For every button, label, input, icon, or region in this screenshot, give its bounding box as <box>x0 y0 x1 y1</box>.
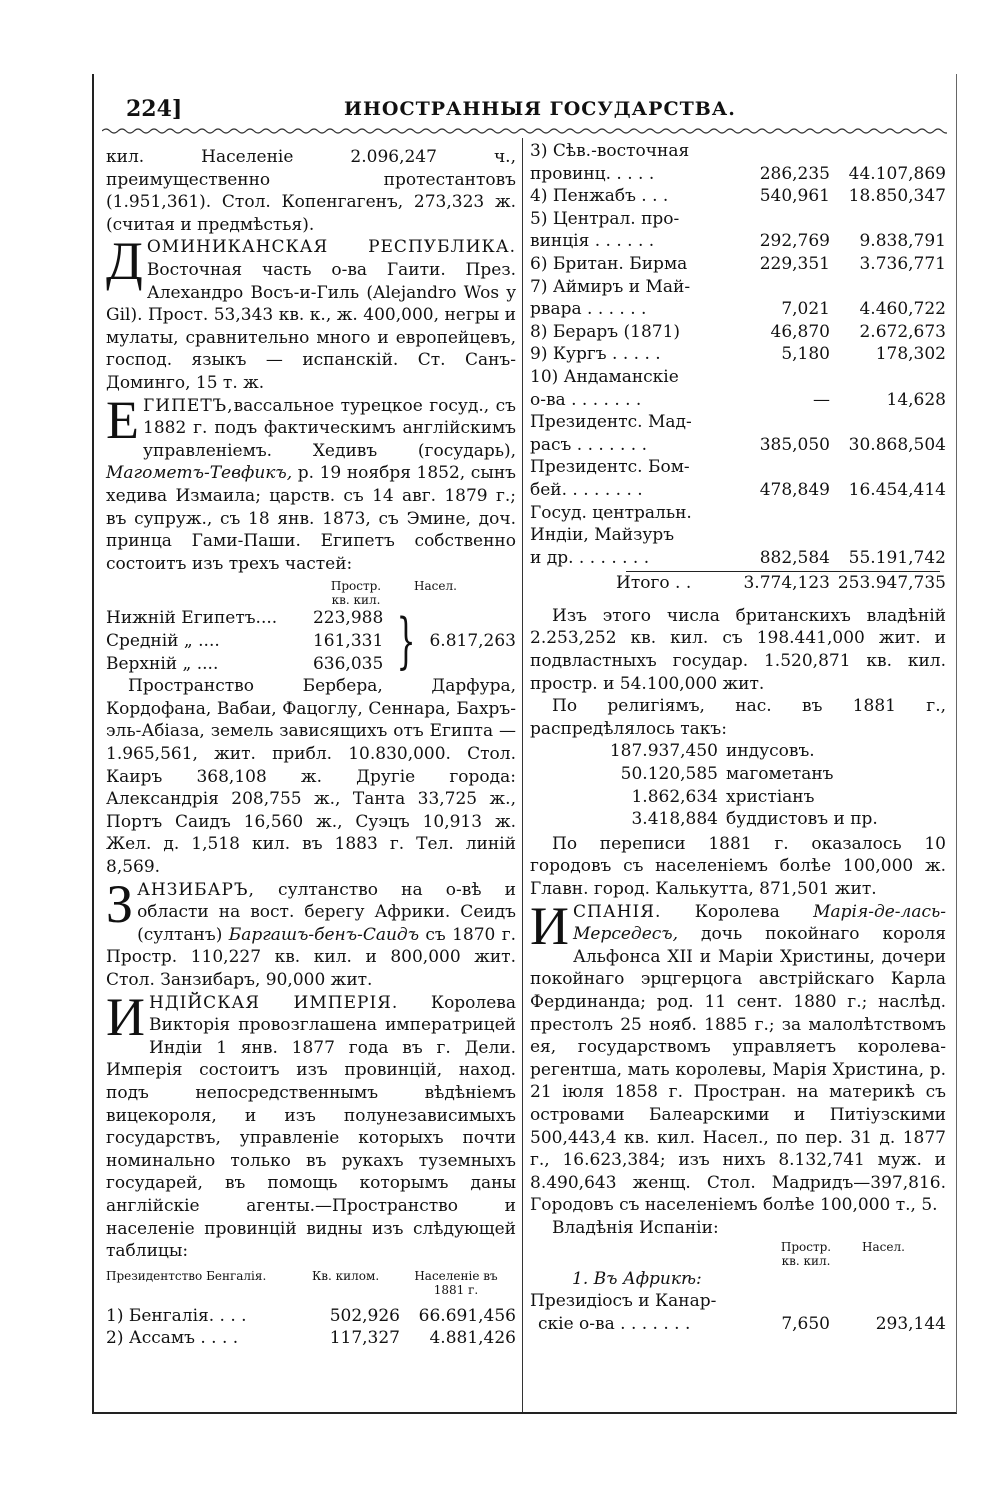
india-row-pop: 30.868,504 <box>848 434 946 455</box>
india-row-name: 4) Пенжабъ . . . <box>530 186 669 207</box>
india-row-pop: 178,302 <box>875 344 946 365</box>
india-row <box>530 502 946 525</box>
column-divider <box>522 138 523 1412</box>
religion-label: христіанъ <box>726 786 815 807</box>
india-row <box>530 479 946 502</box>
religion-row <box>530 786 946 809</box>
egypt-part-area: 636,035 <box>312 653 384 674</box>
spain-row <box>530 1290 946 1313</box>
egypt-ruler: Магометъ-Тевфикъ, <box>106 463 293 484</box>
egypt-brace: } <box>396 606 416 677</box>
spain-row-name-a: Президіосъ и Канар- <box>530 1291 717 1312</box>
egypt-col-area: Простр. кв. кил. <box>330 579 382 608</box>
india-heading: НДІЙСКАЯ ИМПЕРІЯ. <box>149 992 399 1013</box>
egypt-part-area: 223,988 <box>312 608 384 629</box>
india-row-area: 540,961 <box>759 186 830 207</box>
denmark-tail: кил. Населеніе 2.096,247 ч., преимущественно протестантовъ (1.951,361). Стол. Копенгагенъ, 273,323 ж. (считая и предмѣстья). <box>106 147 516 235</box>
egypt-text-b: р. 19 ноября 1852, сынъ хедива Измаила; царств. съ 14 авг. 1879 г.; въ супруж., съ 18 янв. 1873, съ Эмине, доч. принца Гами-Паши. Египетъ собственно состоитъ изъ трехъ частей: <box>106 463 516 574</box>
india-row <box>530 434 946 457</box>
egypt-part-name: Нижній Египетъ.... <box>106 608 278 629</box>
india-row-pop: 16.454,414 <box>848 479 946 500</box>
india-row <box>106 1305 516 1328</box>
dominican-entry <box>106 231 516 394</box>
dominican-heading: ОМИНИКАНСКАЯ РЕСПУБЛИКА. <box>146 237 516 258</box>
india-row-name: 3) Сѣв.-восточная <box>530 141 690 161</box>
india-row-area: — <box>813 389 830 410</box>
total-area: 3.774,123 <box>743 573 830 594</box>
india-col-pop: Населеніе въ 1881 г. <box>414 1268 498 1297</box>
india-row-name: 10) Андаманскіе <box>530 366 679 387</box>
zanzibar-initial: З <box>106 873 134 934</box>
religion-value: 1.862,634 <box>631 786 718 807</box>
egypt-heading: ГИПЕТЪ, <box>143 395 234 416</box>
spain-row-pop: 293,144 <box>875 1313 946 1334</box>
zanzibar-text-a: султанство на о-вѣ и области на вост. берегу Африки. Сеидъ (султанъ) <box>137 879 516 945</box>
spain-row-name-b: скіе о-ва . . . . . . . <box>538 1313 691 1334</box>
religion-intro: По религіямъ, нас. въ 1881 г., распредѣлялось такъ: <box>530 696 946 739</box>
india-row-area: 478,849 <box>759 479 830 500</box>
spain-table-head <box>530 1240 946 1268</box>
india-row-pop: 55.191,742 <box>848 547 946 568</box>
india-row <box>530 389 946 412</box>
total-pop: 253.947,735 <box>837 573 946 594</box>
india-row <box>530 208 946 231</box>
spain-entry <box>530 895 946 1217</box>
page-frame <box>92 74 957 1414</box>
right-column <box>530 140 946 1335</box>
egypt-part-name: Верхній „ .... <box>106 653 219 674</box>
dominican-text: Восточная часть о-ва Гаити. През. Алехандро Восъ-и-Гиль (Alejandro Wos y Gil). Прост. 53,343 кв. к., ж. 400,000, негры и мулаты, сравнительно много и европейцевъ, господ. языкъ — испанскій. Ст. Санъ-Доминго, 15 т. ж. <box>106 259 516 393</box>
india-row-name: Индіи, Майзуръ <box>530 525 675 546</box>
india-row-pop: 66.691,456 <box>418 1305 516 1326</box>
india-row <box>530 276 946 299</box>
india-row-pop: 4.460,722 <box>859 299 946 320</box>
religion-label: магометанъ <box>726 764 834 785</box>
india-row-name: винція . . . . . . <box>530 231 655 252</box>
egypt-table <box>106 579 516 675</box>
india-table-head <box>106 1269 516 1297</box>
india-text: Королева Викторія провозглашена императрицей Индіи 1 янв. 1877 года въ г. Дели. Имперія состоитъ изъ провинцій, наход. подъ непосредственнымъ вѣдѣніемъ вицекороля, и изъ полунезависимыхъ государствъ, управленіе которыхъ почти номинально только въ рукахъ туземныхъ государей, въ помощь которымъ даны англійскіе агенты.—Пространство и населеніе провинцій видны изъ слѣдующей таблицы: <box>106 992 516 1262</box>
spain-col-area: Простр. кв. кил. <box>780 1239 832 1268</box>
zanzibar-entry <box>106 873 517 992</box>
india-row-name: рвара . . . . . . <box>530 299 647 320</box>
india-row <box>530 230 946 253</box>
india-row-area: 502,926 <box>329 1305 400 1326</box>
india-entry <box>106 986 516 1263</box>
page-header <box>94 96 956 130</box>
india-row-area: 46,870 <box>770 321 830 342</box>
egypt-entry <box>106 389 516 576</box>
religion-label: буддистовъ и пр. <box>726 809 878 830</box>
india-row <box>530 456 946 479</box>
india-row-area: 286,235 <box>759 163 830 184</box>
india-row <box>530 140 946 163</box>
africa-heading <box>530 1268 946 1291</box>
egypt-part-name: Средній „ .... <box>106 630 220 651</box>
total-label: Итого . . <box>616 573 692 594</box>
india-table-continued <box>530 140 946 569</box>
spain-text-a: Королева <box>661 901 814 922</box>
religion-label: индусовъ. <box>726 741 815 762</box>
india-row-name: 6) Британ. Бирма <box>530 253 688 274</box>
india-row-pop: 2.672,673 <box>859 321 946 342</box>
egypt-part-area: 161,331 <box>312 630 384 651</box>
india-row-name: расъ . . . . . . . <box>530 434 648 455</box>
india-row-pop: 14,628 <box>886 389 946 410</box>
running-title: ИНОСТРАННЫЯ ГОСУДАРСТВА. <box>344 98 736 120</box>
spain-text-b: дочь покойнаго короля Альфонса XII и Маріи Христины, дочери покойнаго эрцгерцога австрійскаго Карла Фердинанда; род. 11 сент. 1880 г.; наслѣд. престолъ 25 нояб. 1885 г.; за малолѣтствомъ ея, государствомъ управляетъ королева-регентша, мать королевы, Марія Христина, р. 21 іюля 1858 г. Простран. на материкѣ съ островами Балеарскими и Питіузскими 500,443,4 кв. кил. Насел., по пер. 31 д. 1877 г., 16.623,384; изъ нихъ 8.132,741 муж. и 8.490,643 женщ. Стол. Мадридъ—397,816. Городовъ съ населеніемъ болѣе 100,000 т., 5. <box>530 924 946 1216</box>
india-row-name: 2) Ассамъ . . . . <box>106 1328 239 1349</box>
spain-row-area: 7,650 <box>781 1313 830 1334</box>
spain-col-pop: Насел. <box>862 1239 905 1254</box>
india-row-pop: 9.838,791 <box>859 231 946 252</box>
egypt-text-a: вассальное турецкое госуд., съ 1882 г. подъ фактическимъ англійскимъ управленіемъ. Хедивъ (государь), <box>143 395 516 461</box>
india-row-pop: 4.881,426 <box>429 1328 516 1349</box>
zanzibar-text-b: съ 1870 г. Простр. 110,227 кв. кил. и 800,000 жит. Стол. Занзибаръ, 90,000 жит. <box>106 924 517 990</box>
india-row-area: 117,327 <box>329 1328 400 1349</box>
religion-row <box>530 740 946 763</box>
zanzibar-heading: АНЗИБАРЪ, <box>137 879 255 900</box>
india-row-area: 882,584 <box>759 547 830 568</box>
spain-initial: И <box>530 895 569 956</box>
india-row-name: Президентс. Бом- <box>530 457 690 478</box>
egypt-after: Пространство Бербера, Дарфура, Кордофана, Вабаи, Фацоглу, Сеннара, Бахръ-эль-Абіаза, земель зависящихъ отъ Египта — 1.965,561, жит. прибл. 10.830,000. Стол. Каиръ 368,108 ж. Другіе города: Александрія 208,755 ж., Танта 33,725 ж., Портъ Саидъ 16,560 ж., Суэцъ 10,913 ж. Жел. д. 1,518 кил. въ 1883 г. Тел. линій 8,569. <box>106 676 516 878</box>
india-row-area: 5,180 <box>781 344 830 365</box>
dominican-initial: Д <box>106 231 143 292</box>
india-row-pop: 18.850,347 <box>848 186 946 207</box>
egypt-initial: Е <box>106 389 139 450</box>
left-column <box>106 146 516 1350</box>
page-number: 224] <box>126 96 183 122</box>
india-row-area: 229,351 <box>759 253 830 274</box>
egypt-total-pop: 6.817,263 <box>429 630 516 651</box>
india-row-name: о-ва . . . . . . . <box>530 389 642 410</box>
india-row <box>530 547 946 570</box>
india-row <box>530 185 946 208</box>
india-col-name: Президентство Бенгалія. <box>106 1268 267 1283</box>
india-row <box>530 366 946 389</box>
india-row-name: и др. . . . . . . . <box>530 547 650 568</box>
wavy-rule <box>102 126 947 136</box>
census-text: По переписи 1881 г. оказалось 10 городовъ съ населеніемъ болѣе 100,000 ж. Главн. город. Калькутта, 871,501 жит. <box>530 833 946 899</box>
india-row <box>530 524 946 547</box>
religion-row <box>530 763 946 786</box>
india-row-name: 9) Кургъ . . . . . <box>530 344 661 365</box>
india-total-row <box>530 572 946 595</box>
religion-row <box>530 808 946 831</box>
india-row-pop: 3.736,771 <box>859 253 946 274</box>
spain-possessions: Владѣнія Испаніи: <box>552 1217 719 1238</box>
zanzibar-ruler: Баргашъ-бенъ-Саидъ <box>228 924 420 945</box>
india-row <box>530 411 946 434</box>
india-row-name: Госуд. центральн. <box>530 502 692 523</box>
india-row-name: провинц. . . . . <box>530 163 655 184</box>
religion-value: 50.120,585 <box>620 764 718 785</box>
spain-ruler: Марія-де-лась-Мерседесъ, <box>573 901 946 945</box>
british-possessions: Изъ этого числа британскихъ владѣній 2.253,252 кв. кил. съ 198.441,000 жит. и подвластныхъ государ. 1.520,871 кв. кил. простр. и 54.100,000 жит. <box>530 605 946 694</box>
egypt-col-pop: Насел. <box>414 579 457 594</box>
spain-row <box>530 1313 946 1336</box>
india-row <box>530 343 946 366</box>
india-row-name: бей. . . . . . . . <box>530 479 643 500</box>
india-row-name: Президентс. Мад- <box>530 412 692 433</box>
egypt-row <box>106 630 383 653</box>
africa-label: 1. Въ Африкѣ: <box>572 1268 702 1289</box>
spain-heading: СПАНІЯ. <box>573 901 662 922</box>
india-initial: И <box>106 986 145 1047</box>
india-row <box>530 298 946 321</box>
religion-value: 187.937,450 <box>609 741 718 762</box>
india-row-area: 7,021 <box>781 299 830 320</box>
india-row <box>530 163 946 186</box>
india-row-name: 7) Аймиръ и Май- <box>530 276 691 297</box>
india-row-name: 5) Централ. про- <box>530 208 680 229</box>
egypt-row <box>106 607 383 630</box>
india-row <box>530 253 946 276</box>
india-row <box>106 1327 516 1350</box>
india-row-area: 292,769 <box>759 231 830 252</box>
india-row-area: 385,050 <box>759 434 830 455</box>
india-row-pop: 44.107,869 <box>848 163 946 184</box>
religion-value: 3.418,884 <box>631 809 718 830</box>
india-col-area: Кв. килом. <box>312 1268 380 1283</box>
egypt-row <box>106 653 383 676</box>
india-row-name: 8) Бераръ (1871) <box>530 321 681 342</box>
india-row <box>530 321 946 344</box>
india-row-name: 1) Бенгалія. . . . <box>106 1305 247 1326</box>
